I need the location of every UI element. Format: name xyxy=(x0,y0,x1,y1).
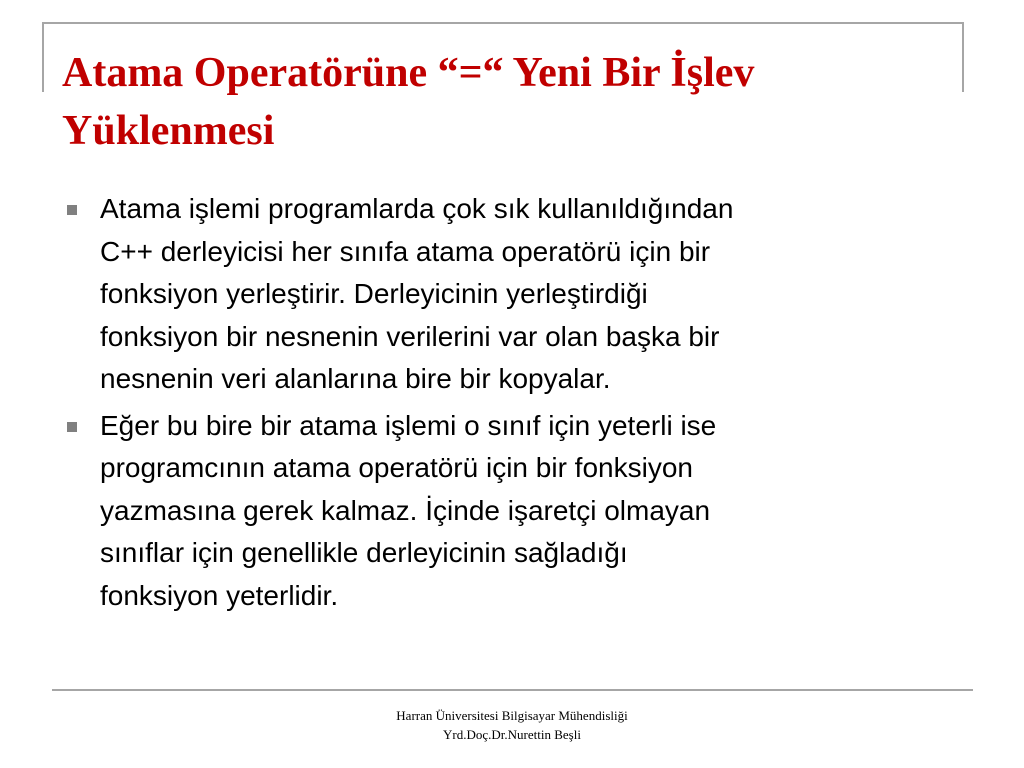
bullet-2-line-2: programcının atama operatörü için bir fonksiyon xyxy=(100,452,693,483)
slide-title xyxy=(62,44,962,160)
footer-divider xyxy=(52,689,973,691)
slide-footer xyxy=(312,706,712,744)
slide-title-line-2: Yüklenmesi xyxy=(62,108,275,154)
bullet-item-1 xyxy=(60,188,960,401)
square-bullet-icon xyxy=(67,422,77,432)
bullet-2-line-1: Eğer bu bire bir atama işlemi o sınıf için yeterli ise xyxy=(100,409,717,441)
title-frame-right-line xyxy=(962,22,964,92)
bullet-list xyxy=(60,188,960,621)
bullet-1-line-4: fonksiyon bir nesnenin verilerini var olan başka bir xyxy=(100,320,720,352)
bullet-2-line-5: fonksiyon yeterlidir. xyxy=(100,579,339,611)
bullet-1-line-2: C++ derleyicisi her sınıfa atama operatörü için bir xyxy=(100,235,711,267)
bullet-1-line-3: fonksiyon yerleştirir. Derleyicinin yerleştirdiği xyxy=(100,278,648,309)
slide-title-line-1: Atama Operatörüne “=“ Yeni Bir İşlev xyxy=(62,50,755,96)
footer-institution: Harran Üniversitesi Bilgisayar Mühendisliği xyxy=(396,708,628,723)
bullet-1-line-1: Atama işlemi programlarda çok sık kullanıldığından xyxy=(100,193,734,224)
title-frame-top-line xyxy=(42,22,964,24)
bullet-2-line-3: yazmasına gerek kalmaz. İçinde işaretçi olmayan xyxy=(100,494,711,526)
title-frame-left-line xyxy=(42,22,44,92)
bullet-2-line-4: sınıflar için genellikle derleyicinin sağladığı xyxy=(100,537,628,568)
footer-author: Yrd.Doç.Dr.Nurettin Beşli xyxy=(443,727,581,742)
bullet-item-2 xyxy=(60,405,960,618)
bullet-1-line-5: nesnenin veri alanlarına bire bir kopyalar. xyxy=(100,363,611,394)
square-bullet-icon xyxy=(67,205,77,215)
